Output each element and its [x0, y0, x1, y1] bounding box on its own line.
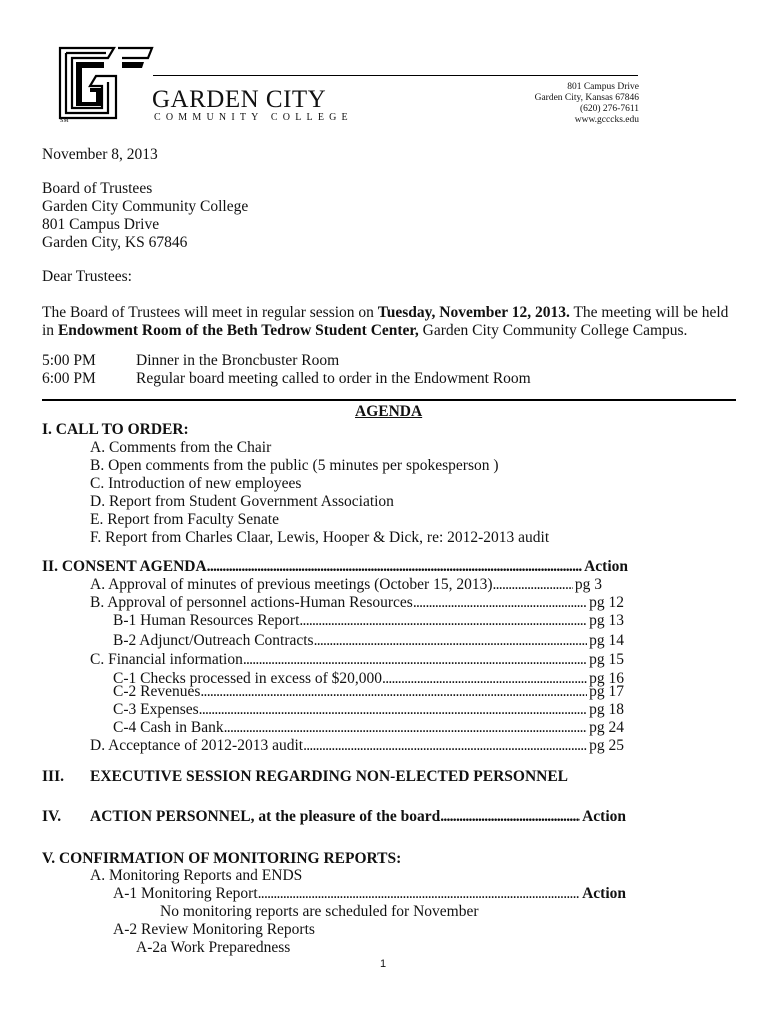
intro-line-2: in Endowment Room of the Beth Tedrow Student Center, Garden City Community College Campus.	[42, 322, 688, 339]
service-mark: SM	[60, 118, 69, 124]
recipient-line: Garden City Community College	[42, 198, 249, 215]
section-consent-agenda: II. CONSENT AGENDA . . . Action	[42, 558, 628, 576]
schedule-time: 5:00 PM	[42, 352, 96, 369]
agenda-item: E. Report from Faculty Senate	[90, 511, 279, 528]
agenda-item: B. Approval of personnel actions-Human Resources . . . pg 12	[90, 594, 624, 612]
page-ref: pg 14	[589, 632, 624, 649]
agenda-item: F. Report from Charles Claar, Lewis, Hooper & Dick, re: 2012-2013 audit	[90, 529, 550, 546]
agenda-subitem: C-1 Checks processed in excess of $20,000 . . . pg 16	[113, 670, 624, 688]
agenda-item: C. Financial information . . . pg 15	[90, 651, 624, 669]
header-rule	[153, 75, 638, 76]
agenda-rule	[42, 399, 736, 401]
website-line: www.gcccks.edu	[574, 115, 639, 125]
section-number: IV.	[42, 808, 62, 825]
recipient-line: 801 Campus Drive	[42, 216, 160, 233]
section-executive-session: EXECUTIVE SESSION REGARDING NON-ELECTED PERSONNEL	[90, 768, 569, 785]
salutation: Dear Trustees:	[42, 268, 132, 285]
section-call-to-order: I. CALL TO ORDER:	[42, 421, 189, 438]
agenda-subitem: A-2a Work Preparedness	[136, 939, 291, 956]
agenda-subitem: B-2 Adjunct/Outreach Contracts . . . pg 14	[113, 632, 624, 650]
agenda-item: A. Comments from the Chair	[90, 439, 272, 456]
page-ref: pg 16	[589, 670, 624, 687]
page-ref: pg 17	[589, 683, 624, 700]
agenda-subitem: A-2 Review Monitoring Reports	[113, 921, 315, 938]
college-subtitle: COMMUNITY COLLEGE	[154, 112, 353, 123]
recipient-line: Garden City, KS 67846	[42, 234, 188, 251]
page-ref: pg 24	[589, 719, 624, 736]
page-ref: pg 15	[589, 651, 624, 668]
page-ref: pg 13	[589, 612, 624, 629]
page-ref: pg 18	[589, 701, 624, 718]
college-name: GARDEN CITY	[152, 86, 327, 113]
agenda-title: AGENDA	[355, 403, 423, 420]
page-ref: pg 3	[574, 576, 602, 593]
address-line: 801 Campus Drive	[567, 82, 639, 92]
letter-date: November 8, 2013	[42, 146, 158, 163]
agenda-item: A. Monitoring Reports and ENDS	[90, 867, 303, 884]
agenda-subitem: C-2 Revenues . . . pg 17	[113, 683, 624, 701]
action-label: Action	[584, 558, 628, 575]
schedule-time: 6:00 PM	[42, 370, 96, 387]
schedule-event: Dinner in the Broncbuster Room	[136, 352, 340, 369]
phone-line: (620) 276-7611	[579, 104, 639, 114]
agenda-subitem: A-1 Monitoring Report . . . Action	[113, 885, 626, 903]
action-label: Action	[582, 808, 626, 825]
agenda-item: D. Report from Student Government Association	[90, 493, 394, 510]
schedule-event: Regular board meeting called to order in the Endowment Room	[136, 370, 531, 387]
action-label: Action	[582, 885, 626, 902]
agenda-item: C. Introduction of new employees	[90, 475, 302, 492]
agenda-subitem: C-3 Expenses . . . pg 18	[113, 701, 624, 719]
monitoring-note: No monitoring reports are scheduled for November	[160, 903, 479, 920]
recipient-line: Board of Trustees	[42, 180, 153, 197]
page-number: 1	[380, 958, 387, 970]
section-number: III.	[42, 768, 64, 785]
intro-line-1: The Board of Trustees will meet in regular session on Tuesday, November 12, 2013. The meeting will be held	[42, 304, 729, 321]
agenda-subitem: B-1 Human Resources Report . . . pg 13	[113, 612, 624, 630]
agenda-item: D. Acceptance of 2012-2013 audit . . . pg 25	[90, 737, 624, 755]
page-ref: pg 25	[589, 737, 624, 754]
agenda-item: B. Open comments from the public (5 minutes per spokesperson )	[90, 457, 499, 474]
section-monitoring-reports: V. CONFIRMATION OF MONITORING REPORTS:	[42, 850, 402, 867]
agenda-subitem: C-4 Cash in Bank . . . pg 24	[113, 719, 624, 737]
college-logo	[52, 42, 157, 124]
address-line: Garden City, Kansas 67846	[534, 93, 639, 103]
agenda-item: A. Approval of minutes of previous meetings (October 15, 2013) . . . pg 3	[90, 576, 602, 594]
page-ref: pg 12	[589, 594, 624, 611]
section-action-personnel: ACTION PERSONNEL, at the pleasure of the board . . . Action	[90, 808, 626, 826]
